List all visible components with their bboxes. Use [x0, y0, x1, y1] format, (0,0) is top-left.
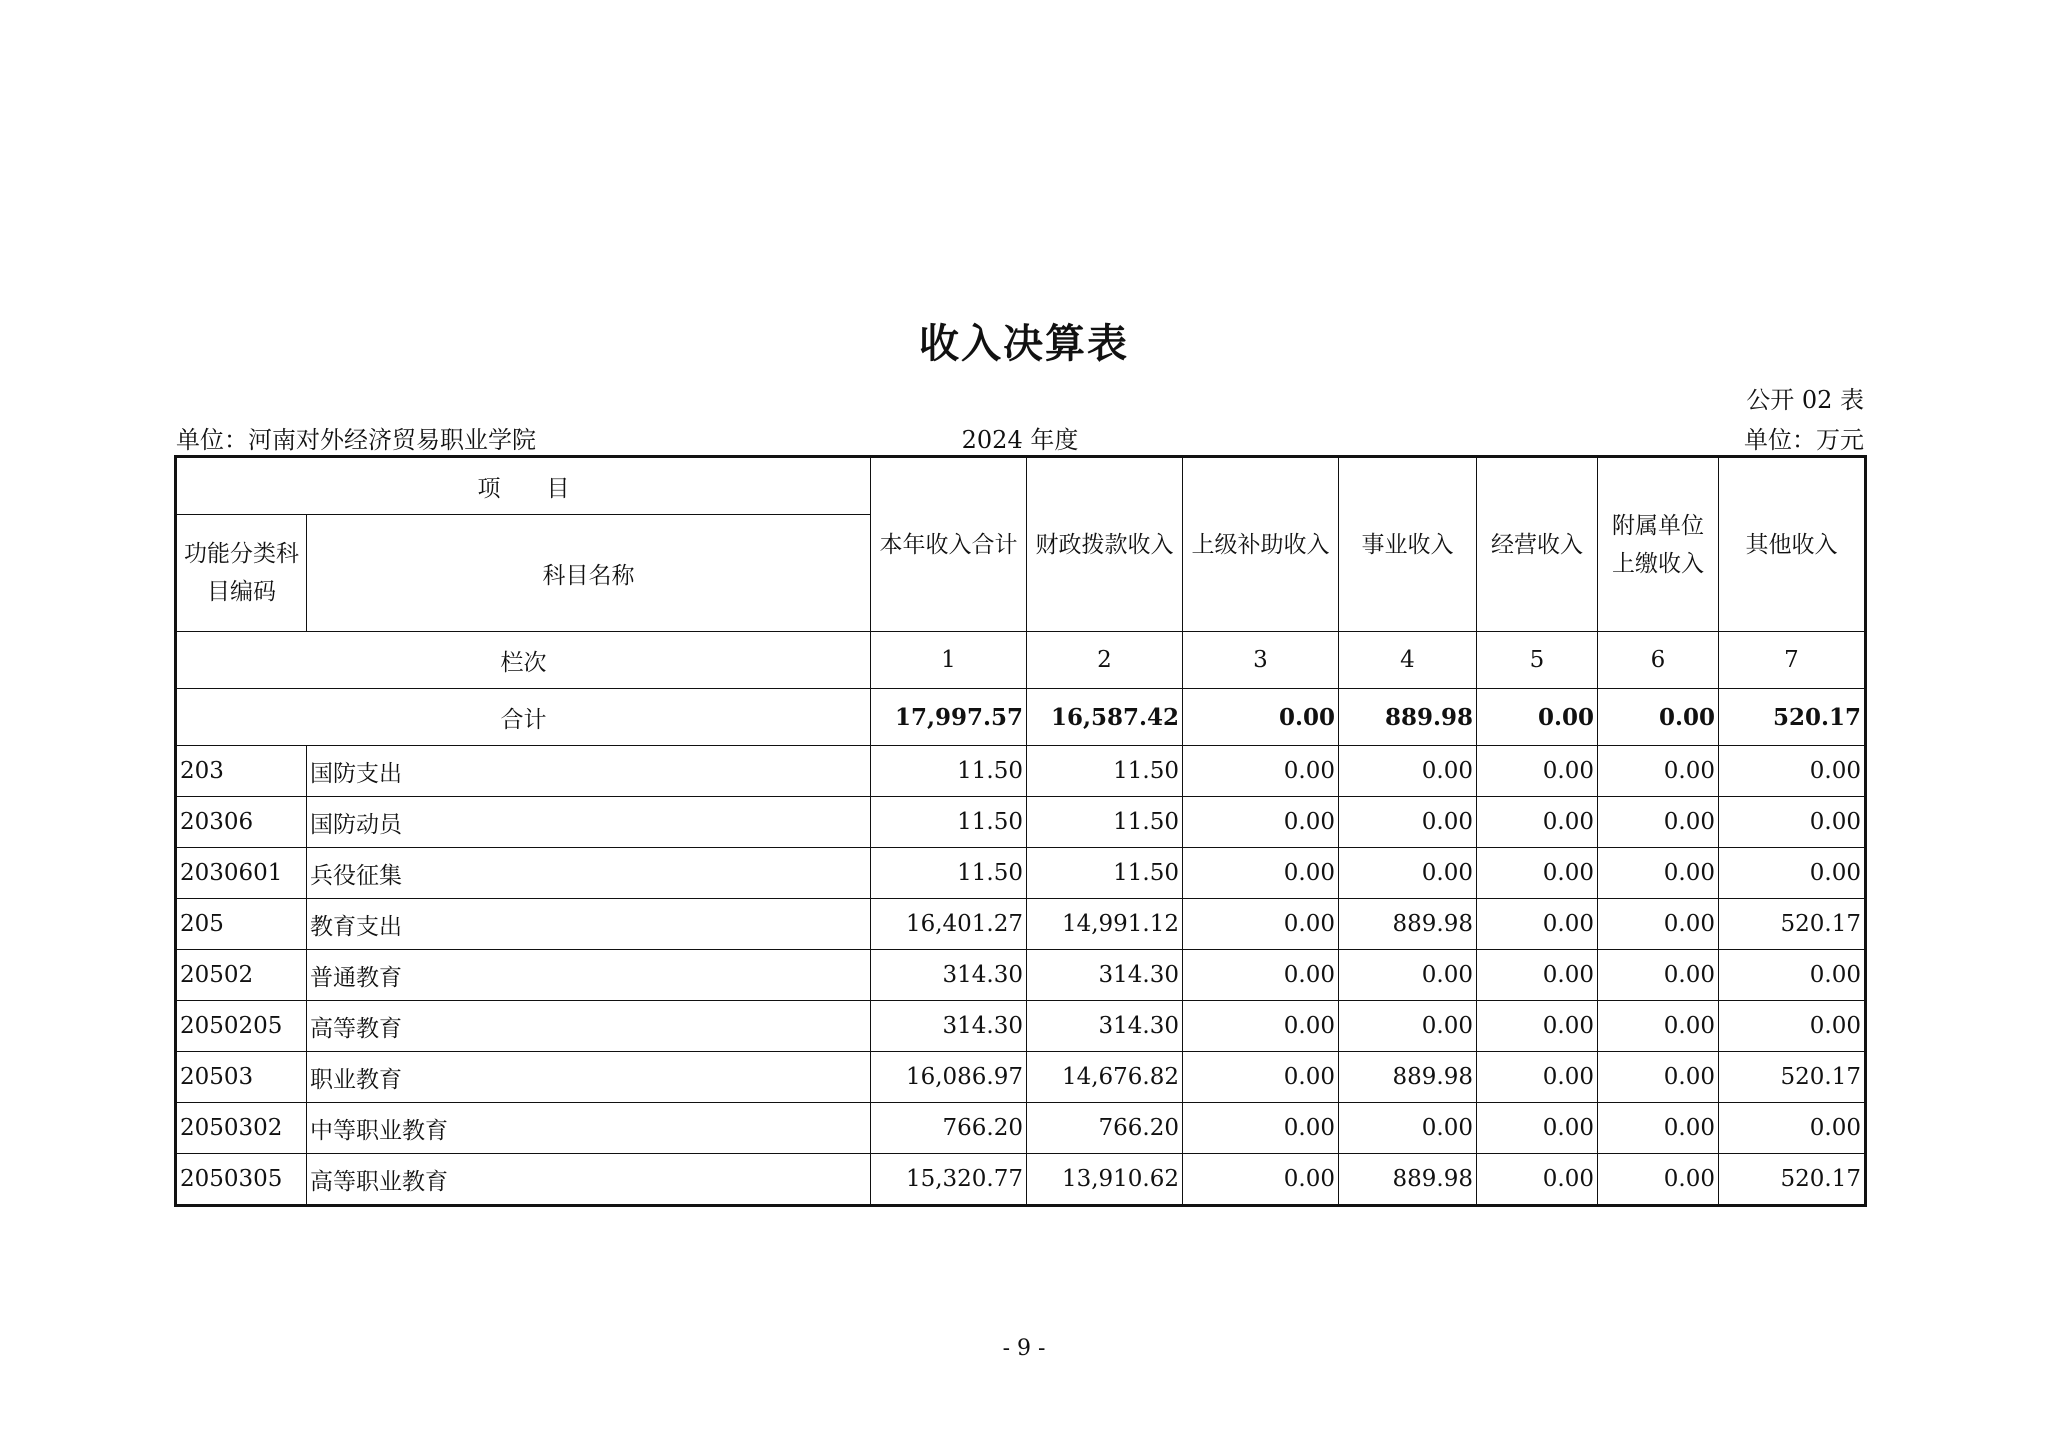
organization-label: 单位：河南对外经济贸易职业学院: [176, 426, 536, 454]
row-value: 0.00: [1477, 1001, 1598, 1052]
row-value: 314.30: [871, 950, 1027, 1001]
report-meta: [176, 420, 1864, 454]
row-value: 14,676.82: [1027, 1052, 1183, 1103]
row-value: 13,910.62: [1027, 1154, 1183, 1206]
row-value: 0.00: [1183, 899, 1339, 950]
row-value: 0.00: [1598, 848, 1719, 899]
row-name: 职业教育: [307, 1052, 871, 1103]
header-col-7: 其他收入: [1719, 457, 1866, 632]
lanci-label: 栏次: [176, 632, 871, 689]
row-code: 20502: [176, 950, 307, 1001]
total-value: 0.00: [1183, 689, 1339, 746]
total-label: 合计: [176, 689, 871, 746]
row-value: 520.17: [1719, 1052, 1866, 1103]
row-value: 0.00: [1477, 746, 1598, 797]
table-row: [176, 797, 1866, 848]
row-name: 普通教育: [307, 950, 871, 1001]
row-value: 0.00: [1477, 1052, 1598, 1103]
row-value: 11.50: [1027, 746, 1183, 797]
header-col-3: 上级补助收入: [1183, 457, 1339, 632]
row-code: 203: [176, 746, 307, 797]
total-value: 0.00: [1477, 689, 1598, 746]
row-value: 0.00: [1477, 899, 1598, 950]
total-value: 520.17: [1719, 689, 1866, 746]
row-value: 0.00: [1598, 950, 1719, 1001]
row-value: 11.50: [871, 797, 1027, 848]
row-value: 0.00: [1339, 797, 1477, 848]
row-value: 0.00: [1183, 950, 1339, 1001]
row-name: 教育支出: [307, 899, 871, 950]
row-value: 889.98: [1339, 1052, 1477, 1103]
row-value: 0.00: [1339, 950, 1477, 1001]
table-row: [176, 1154, 1866, 1206]
row-value: 0.00: [1598, 899, 1719, 950]
row-value: 0.00: [1339, 1001, 1477, 1052]
row-value: 11.50: [871, 746, 1027, 797]
row-value: 0.00: [1598, 746, 1719, 797]
table-row: [176, 899, 1866, 950]
row-value: 766.20: [871, 1103, 1027, 1154]
row-value: 314.30: [1027, 1001, 1183, 1052]
row-value: 11.50: [871, 848, 1027, 899]
fiscal-year: 2024 年度: [961, 426, 1079, 454]
total-value: 0.00: [1598, 689, 1719, 746]
form-number: 公开 02 表: [1746, 386, 1864, 414]
row-name: 中等职业教育: [307, 1103, 871, 1154]
row-name: 兵役征集: [307, 848, 871, 899]
row-value: 766.20: [1027, 1103, 1183, 1154]
row-value: 0.00: [1598, 1052, 1719, 1103]
table-row: [176, 1103, 1866, 1154]
row-value: 314.30: [871, 1001, 1027, 1052]
row-value: 0.00: [1719, 746, 1866, 797]
row-code: 20503: [176, 1052, 307, 1103]
row-name: 高等教育: [307, 1001, 871, 1052]
header-project: 项 目: [176, 457, 871, 515]
row-value: 0.00: [1183, 1103, 1339, 1154]
lanci-num: 6: [1598, 632, 1719, 689]
lanci-num: 1: [871, 632, 1027, 689]
table-row: [176, 848, 1866, 899]
row-value: 0.00: [1183, 746, 1339, 797]
row-value: 16,086.97: [871, 1052, 1027, 1103]
row-value: 889.98: [1339, 1154, 1477, 1206]
row-value: 0.00: [1183, 1001, 1339, 1052]
row-value: 0.00: [1719, 1001, 1866, 1052]
total-value: 16,587.42: [1027, 689, 1183, 746]
header-col-4: 事业收入: [1339, 457, 1477, 632]
total-value: 17,997.57: [871, 689, 1027, 746]
row-value: 0.00: [1598, 1103, 1719, 1154]
row-value: 0.00: [1719, 848, 1866, 899]
row-value: 0.00: [1477, 797, 1598, 848]
row-name: 国防支出: [307, 746, 871, 797]
row-code: 2030601: [176, 848, 307, 899]
row-value: 14,991.12: [1027, 899, 1183, 950]
row-value: 0.00: [1719, 797, 1866, 848]
row-value: 520.17: [1719, 899, 1866, 950]
total-row: [176, 689, 1866, 746]
row-value: 0.00: [1183, 848, 1339, 899]
row-value: 0.00: [1477, 1103, 1598, 1154]
row-value: 0.00: [1183, 797, 1339, 848]
row-name: 国防动员: [307, 797, 871, 848]
row-value: 16,401.27: [871, 899, 1027, 950]
total-value: 889.98: [1339, 689, 1477, 746]
row-code: 20306: [176, 797, 307, 848]
header-name: 科目名称: [307, 515, 871, 632]
row-value: 0.00: [1598, 1154, 1719, 1206]
lanci-num: 3: [1183, 632, 1339, 689]
header-col-6: 附属单位上缴收入: [1598, 457, 1719, 632]
page-number: - 9 -: [1002, 1336, 1046, 1361]
lanci-num: 4: [1339, 632, 1477, 689]
report-title: 收入决算表: [919, 320, 1129, 367]
header-col-2: 财政拨款收入: [1027, 457, 1183, 632]
currency-unit: 单位：万元: [1744, 426, 1864, 454]
table-row: [176, 1001, 1866, 1052]
row-value: 0.00: [1477, 950, 1598, 1001]
header-col-1: 本年收入合计: [871, 457, 1027, 632]
table-row: [176, 950, 1866, 1001]
row-value: 11.50: [1027, 848, 1183, 899]
row-value: 0.00: [1598, 1001, 1719, 1052]
header-col-5: 经营收入: [1477, 457, 1598, 632]
row-value: 0.00: [1339, 848, 1477, 899]
row-value: 520.17: [1719, 1154, 1866, 1206]
row-value: 11.50: [1027, 797, 1183, 848]
row-value: 0.00: [1339, 1103, 1477, 1154]
row-value: 0.00: [1183, 1154, 1339, 1206]
row-value: 0.00: [1183, 1052, 1339, 1103]
income-table: [174, 455, 1867, 1207]
row-value: 0.00: [1477, 1154, 1598, 1206]
row-value: 314.30: [1027, 950, 1183, 1001]
row-value: 0.00: [1719, 1103, 1866, 1154]
row-code: 205: [176, 899, 307, 950]
row-value: 15,320.77: [871, 1154, 1027, 1206]
row-value: 0.00: [1598, 797, 1719, 848]
row-code: 2050205: [176, 1001, 307, 1052]
row-value: 0.00: [1477, 848, 1598, 899]
lanci-num: 7: [1719, 632, 1866, 689]
row-code: 2050302: [176, 1103, 307, 1154]
lanci-num: 5: [1477, 632, 1598, 689]
row-value: 0.00: [1719, 950, 1866, 1001]
row-value: 0.00: [1339, 746, 1477, 797]
row-code: 2050305: [176, 1154, 307, 1206]
row-name: 高等职业教育: [307, 1154, 871, 1206]
table-row: [176, 746, 1866, 797]
row-value: 889.98: [1339, 899, 1477, 950]
lanci-num: 2: [1027, 632, 1183, 689]
header-code: 功能分类科目编码: [176, 515, 307, 632]
table-row: [176, 1052, 1866, 1103]
